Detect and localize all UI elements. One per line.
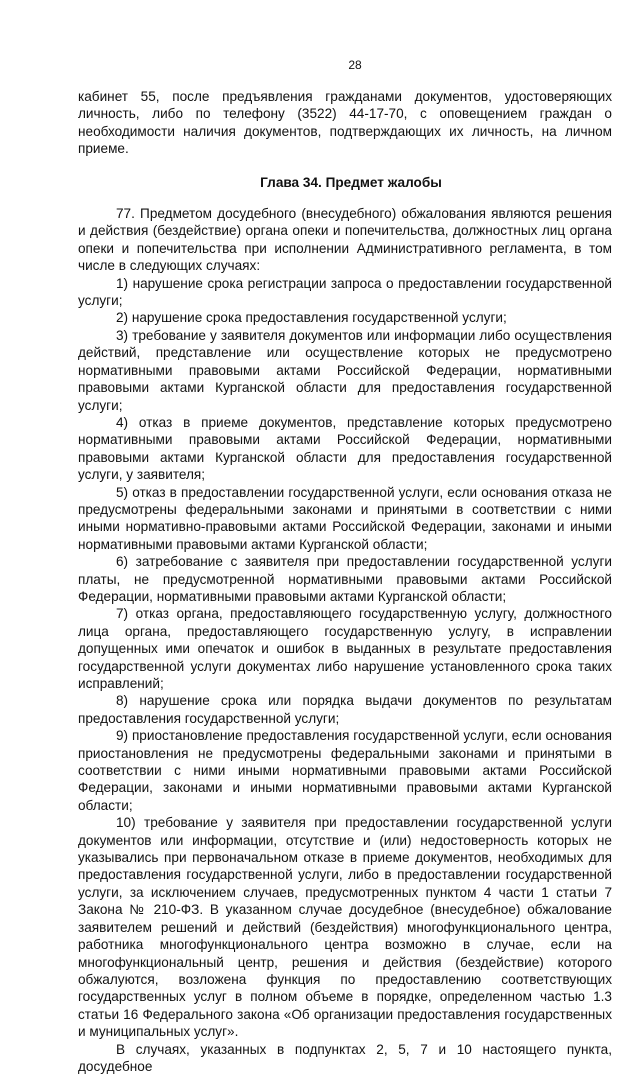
intro-paragraph: кабинет 55, после предъявления гражданами документов, удостоверяющих личность, либо по телефону (3522) 44-17-70, с оповещением граждан о необходимости наличия документов, подтверждающих их личность, на личном приеме. — [78, 89, 612, 157]
list-item-4: 4) отказ в приеме документов, представление которых предусмотрено нормативными правовыми актами Российской Федерации, нормативными правовыми актами Курганской области для предоставления государственной услуги, у заявителя; — [78, 414, 612, 483]
paragraph-77: 77. Предметом досудебного (внесудебного) обжалования являются решения и действия (бездействие) органа опеки и попечительства, должностных лиц органа опеки и попечительства при исполнении Административного регламента, в том числе в следующих случаях: — [78, 206, 612, 274]
list-item-3: 3) требование у заявителя документов или информации либо осуществления действий, представление или осуществление которых не предусмотрено нормативными правовыми актами Российской Федерации, нормативными правовыми актами Курганской области для предоставления государственной услуги; — [78, 327, 612, 413]
list-item-10: 10) требование у заявителя при предоставлении государственной услуги документов или информации, отсутствие и (или) недостоверность которых не указывались при первоначальном отказе в приеме документов, необходимых для предоставления государственной услуги, либо в предоставлении государственной услуги, за исключением случаев, предусмотренных пунктом 4 части 1 статьи 7 Закона № 210-ФЗ. В указанном случае досудебное (внесудебное) обжалование заявителем решений и действий (бездействия) многофункционального центра, работника многофункционального центра возможно в случае, если на многофункциональный центр, решения и действия (бездействие) которого обжалуются, возложена функция по предоставлению соответствующих государственных услуг в полном объеме в порядке, определенном частью 1.3 статьи 16 Федерального закона «Об организации предоставления государственных и муниципальных услуг». — [78, 815, 612, 1040]
list-item-6: 6) затребование с заявителя при предоставлении государственной услуги платы, не предусмотренной нормативными правовыми актами Российской Федерации, нормативными правовыми актами Курганской области; — [78, 554, 612, 604]
list-item-1: 1) нарушение срока регистрации запроса о предоставлении государственной услуги; — [78, 275, 612, 309]
list-item-5: 5) отказ в предоставлении государственной услуги, если основания отказа не предусмотрены федеральными законами и принятыми в соответствии с ними иными нормативно-правовыми актами Российской Федерации, законами и иными нормативными правовыми актами Курганской области; — [78, 484, 612, 552]
list-item-7: 7) отказ органа, предоставляющего государственную услугу, должностного лица органа, предоставляющего государственную услугу, в исправлении допущенных ими опечаток и ошибок в выданных в результате предоставления государственной услуги документах либо нарушение установленного срока таких исправлений; — [78, 606, 612, 691]
list-item-9: 9) приостановление предоставления государственной услуги, если основания приостановления не предусмотрены федеральными законами и принятыми в соответствии с ними иными нормативными правовыми актами Российской Федерации, законами и иными нормативными правовыми актами Курганской области; — [78, 728, 612, 813]
chapter-title: Глава 34. Предмет жалобы — [260, 174, 442, 190]
list-item-8: 8) нарушение срока или порядка выдачи документов по результатам предоставления государственной услуги; — [78, 693, 612, 726]
closing-paragraph: В случаях, указанных в подпунктах 2, 5, 7 и 10 настоящего пункта, досудебное — [78, 1041, 612, 1074]
list-item-2: 2) нарушение срока предоставления государственной услуги; — [116, 310, 507, 326]
page-number: 28 — [348, 58, 362, 72]
